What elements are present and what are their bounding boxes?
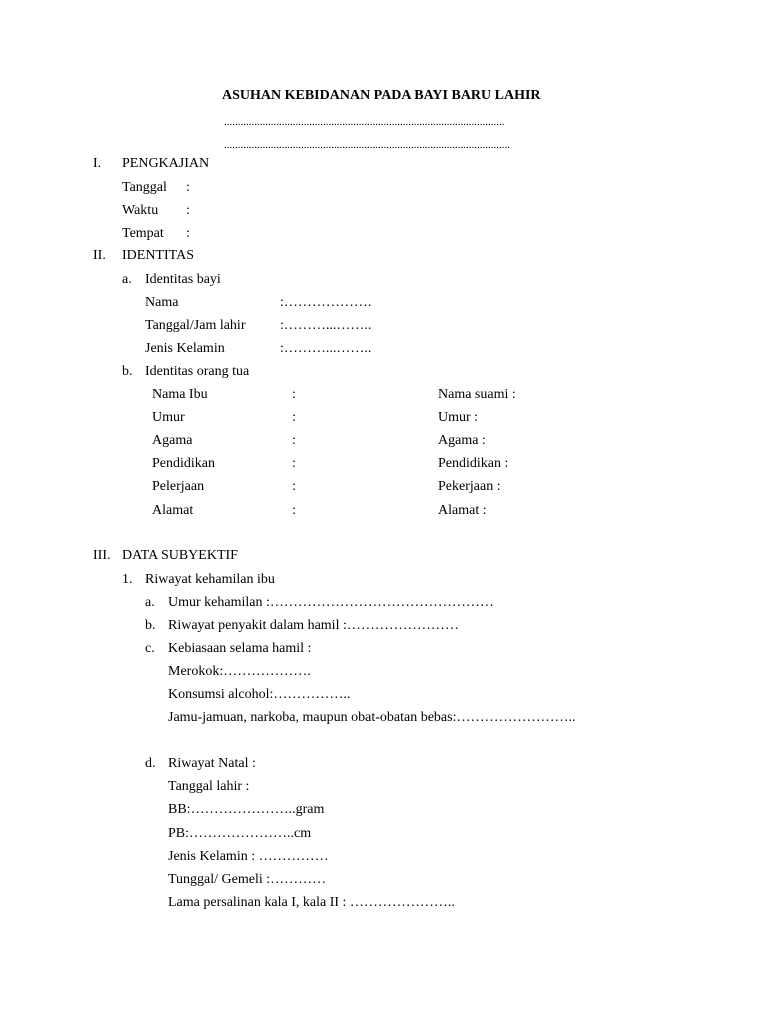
item-1-title: Riwayat kehamilan ibu — [145, 572, 275, 587]
natal-gemeli-line: Tunggal/ Gemeli :………… — [168, 872, 327, 887]
item-c-letter: c. — [145, 641, 155, 656]
tempat-label: Tempat — [122, 226, 164, 241]
ortu-ibu-colon: : — [292, 387, 296, 402]
section-1-title: PENGKAJIAN — [122, 156, 210, 171]
section-2-number: II. — [93, 248, 106, 263]
ortu-ibu-colon: : — [292, 410, 296, 425]
natal-tanggal-line: Tanggal lahir : — [168, 779, 250, 794]
ortu-ibu-label: Pelerjaan — [152, 479, 205, 494]
ortu-suami-label: Pekerjaan : — [438, 479, 501, 494]
jamu-line: Jamu-jamuan, narkoba, maupun obat-obatan bebas:…………………….. — [168, 710, 576, 725]
section-3-number: III. — [93, 548, 111, 563]
tanggal-label: Tanggal — [122, 180, 167, 195]
item-c-text: Kebiasaan selama hamil : — [168, 641, 312, 656]
item-b-text: Riwayat penyakit dalam hamil :…………………… — [168, 618, 459, 633]
ortu-suami-label: Agama : — [438, 433, 486, 448]
item-a-letter: a. — [145, 595, 155, 610]
natal-bb-line: BB:…………………..gram — [168, 802, 325, 817]
item-d-letter: d. — [145, 756, 156, 771]
section-3-title: DATA SUBYEKTIF — [122, 548, 238, 563]
merokok-line: Merokok:………………. — [168, 664, 311, 679]
bayi-nama-value: :………………. — [280, 295, 372, 310]
title-dots-line-1: ...................................................................................................... — [224, 116, 505, 128]
bayi-kelamin-value: :………...…….. — [280, 341, 372, 356]
title-dots-line-2: ........................................................................................................ — [224, 139, 510, 151]
ortu-ibu-colon: : — [292, 503, 296, 518]
natal-pb-line: PB:…………………..cm — [168, 826, 312, 841]
bayi-tanggal-value: :………...…….. — [280, 318, 372, 333]
ortu-ibu-colon: : — [292, 479, 296, 494]
section-1-number: I. — [93, 156, 102, 171]
ortu-suami-label: Nama suami : — [438, 387, 516, 402]
identitas-bayi-letter: a. — [122, 272, 132, 287]
ortu-ibu-label: Umur — [152, 410, 185, 425]
ortu-ibu-label: Alamat — [152, 503, 194, 518]
alcohol-line: Konsumsi alcohol:…………….. — [168, 687, 351, 702]
ortu-ibu-label: Nama Ibu — [152, 387, 208, 402]
ortu-suami-label: Alamat : — [438, 503, 487, 518]
document-title: ASUHAN KEBIDANAN PADA BAYI BARU LAHIR — [222, 88, 541, 103]
identitas-bayi-title: Identitas bayi — [145, 272, 221, 287]
ortu-suami-label: Pendidikan : — [438, 456, 509, 471]
item-1-number: 1. — [122, 572, 133, 587]
natal-persalinan-line: Lama persalinan kala I, kala II : ………………….. — [168, 895, 455, 910]
natal-kelamin-line: Jenis Kelamin : …………… — [168, 849, 329, 864]
ortu-suami-label: Umur : — [438, 410, 479, 425]
ortu-ibu-label: Agama — [152, 433, 193, 448]
section-2-title: IDENTITAS — [122, 248, 194, 263]
item-d-text: Riwayat Natal : — [168, 756, 256, 771]
bayi-kelamin-label: Jenis Kelamin — [145, 341, 225, 356]
waktu-label: Waktu — [122, 203, 159, 218]
identitas-ortu-letter: b. — [122, 364, 133, 379]
tempat-colon: : — [186, 226, 190, 241]
item-a-text: Umur kehamilan :………………………………………… — [168, 595, 494, 610]
ortu-ibu-colon: : — [292, 433, 296, 448]
waktu-colon: : — [186, 203, 190, 218]
item-b-letter: b. — [145, 618, 156, 633]
tanggal-colon: : — [186, 180, 190, 195]
bayi-nama-label: Nama — [145, 295, 179, 310]
identitas-ortu-title: Identitas orang tua — [145, 364, 250, 379]
ortu-ibu-colon: : — [292, 456, 296, 471]
bayi-tanggal-label: Tanggal/Jam lahir — [145, 318, 246, 333]
ortu-ibu-label: Pendidikan — [152, 456, 215, 471]
